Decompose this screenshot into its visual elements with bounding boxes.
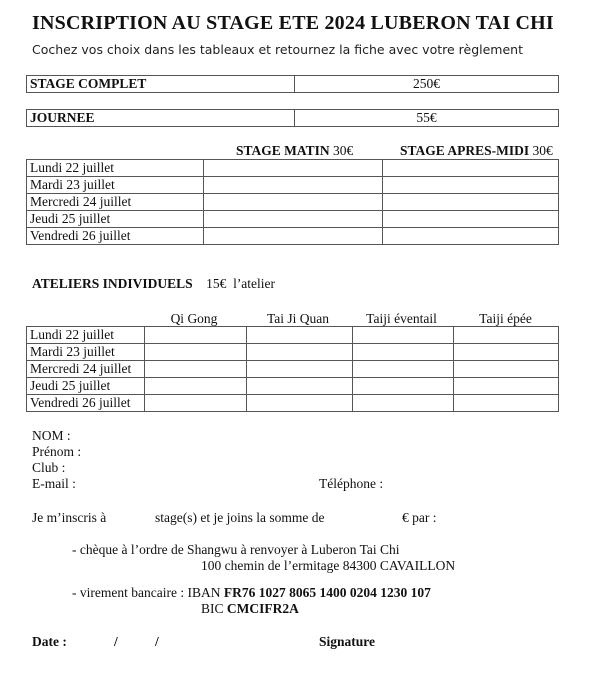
- apres-midi-checkbox-cell[interactable]: [383, 211, 559, 228]
- column-header-qi-gong: Qi Gong: [170, 311, 218, 326]
- stages-text: stage(s) et je joins la somme de: [155, 510, 325, 525]
- taiji-epee-checkbox-cell[interactable]: [454, 361, 559, 378]
- prenom-field-label[interactable]: Prénom :: [32, 444, 82, 459]
- apres-midi-checkbox-cell[interactable]: [383, 194, 559, 211]
- qi-gong-checkbox-cell[interactable]: [145, 344, 247, 361]
- taiji-eventail-checkbox-cell[interactable]: [353, 378, 454, 395]
- journee-label: JOURNEE: [27, 110, 295, 127]
- day-label: Mercredi 24 juillet: [27, 194, 204, 211]
- bic-prefix: BIC: [201, 601, 224, 616]
- stage-complet-label: STAGE COMPLET: [27, 76, 295, 93]
- date-slash-2: /: [155, 634, 159, 649]
- table-row: [27, 344, 559, 361]
- taiji-eventail-checkbox-cell[interactable]: [353, 395, 454, 412]
- taiji-eventail-checkbox-cell[interactable]: [353, 361, 454, 378]
- stage-complet-table: [26, 75, 559, 93]
- day-label: Lundi 22 juillet: [27, 327, 145, 344]
- stage-days-table: [26, 159, 559, 245]
- tai-ji-quan-checkbox-cell[interactable]: [247, 395, 353, 412]
- day-label: Jeudi 25 juillet: [27, 211, 204, 228]
- matin-checkbox-cell[interactable]: [204, 160, 383, 177]
- tai-ji-quan-checkbox-cell[interactable]: [247, 327, 353, 344]
- taiji-eventail-checkbox-cell[interactable]: [353, 344, 454, 361]
- tai-ji-quan-checkbox-cell[interactable]: [247, 378, 353, 395]
- stage-complet-price[interactable]: 250€: [295, 76, 559, 93]
- column-header-tai-ji-quan: Tai Ji Quan: [266, 311, 330, 326]
- iban-value: FR76 1027 8065 1400 0204 1230 107: [223, 585, 431, 600]
- taiji-epee-checkbox-cell[interactable]: [454, 378, 559, 395]
- day-label: Vendredi 26 juillet: [27, 395, 145, 412]
- apres-midi-checkbox-cell[interactable]: [383, 177, 559, 194]
- page-subtitle: Cochez vos choix dans les tableaux et retournez la fiche avec votre règlement: [32, 42, 523, 57]
- day-label: Mercredi 24 juillet: [27, 361, 145, 378]
- bic-line: [201, 601, 299, 617]
- apres-midi-checkbox-cell[interactable]: [383, 228, 559, 245]
- journee-price[interactable]: 55€: [295, 110, 559, 127]
- apres-midi-checkbox-cell[interactable]: [383, 160, 559, 177]
- column-header-taiji-epee: Taiji épée: [479, 311, 532, 326]
- matin-checkbox-cell[interactable]: [204, 211, 383, 228]
- ateliers-price: 15€ l’atelier: [206, 276, 276, 291]
- column-header-taiji-eventail: Taiji éventail: [366, 311, 437, 326]
- signature-label[interactable]: Signature: [319, 634, 376, 649]
- page-title: INSCRIPTION AU STAGE ETE 2024 LUBERON TAI CHI: [32, 12, 554, 34]
- club-field-label[interactable]: Club :: [32, 460, 66, 475]
- stage-matin-price: 30€: [333, 143, 354, 158]
- qi-gong-checkbox-cell[interactable]: [145, 395, 247, 412]
- table-row: [27, 395, 559, 412]
- table-row: [27, 361, 559, 378]
- bic-value: CMCIFR2A: [226, 601, 299, 616]
- qi-gong-checkbox-cell[interactable]: [145, 378, 247, 395]
- stage-apres-midi-header: [400, 143, 553, 159]
- ateliers-heading: ATELIERS INDIVIDUELS: [32, 276, 193, 291]
- matin-checkbox-cell[interactable]: [204, 228, 383, 245]
- taiji-eventail-checkbox-cell[interactable]: [353, 327, 454, 344]
- matin-checkbox-cell[interactable]: [204, 177, 383, 194]
- cheque-line-2: 100 chemin de l’ermitage 84300 CAVAILLON: [201, 558, 456, 573]
- stage-matin-label: STAGE MATIN: [236, 143, 330, 158]
- taiji-epee-checkbox-cell[interactable]: [454, 327, 559, 344]
- tai-ji-quan-checkbox-cell[interactable]: [247, 344, 353, 361]
- inscris-text: Je m’inscris à: [32, 510, 107, 525]
- email-field-label[interactable]: E-mail :: [32, 476, 76, 491]
- date-label[interactable]: Date :: [32, 634, 67, 649]
- journee-table: [26, 109, 559, 127]
- table-row: [27, 177, 559, 194]
- day-label: Vendredi 26 juillet: [27, 228, 204, 245]
- tai-ji-quan-checkbox-cell[interactable]: [247, 361, 353, 378]
- stage-apres-midi-label: STAGE APRES-MIDI: [400, 143, 530, 158]
- date-slash-1: /: [114, 634, 118, 649]
- day-label: Lundi 22 juillet: [27, 160, 204, 177]
- table-row: [27, 194, 559, 211]
- table-row: [27, 327, 559, 344]
- nom-field-label[interactable]: NOM :: [32, 428, 71, 443]
- ateliers-table: [26, 326, 559, 412]
- euro-par-text: € par :: [402, 510, 437, 525]
- matin-checkbox-cell[interactable]: [204, 194, 383, 211]
- telephone-field-label[interactable]: Téléphone :: [319, 476, 384, 491]
- taiji-epee-checkbox-cell[interactable]: [454, 344, 559, 361]
- day-label: Jeudi 25 juillet: [27, 378, 145, 395]
- virement-line: [72, 585, 431, 601]
- day-label: Mardi 23 juillet: [27, 344, 145, 361]
- table-row: [27, 228, 559, 245]
- table-row: [27, 211, 559, 228]
- stage-matin-header: [236, 143, 353, 159]
- virement-prefix: - virement bancaire : IBAN: [72, 585, 221, 600]
- taiji-epee-checkbox-cell[interactable]: [454, 395, 559, 412]
- qi-gong-checkbox-cell[interactable]: [145, 361, 247, 378]
- stage-apres-midi-price: 30€: [532, 143, 553, 158]
- qi-gong-checkbox-cell[interactable]: [145, 327, 247, 344]
- day-label: Mardi 23 juillet: [27, 177, 204, 194]
- table-row: [27, 378, 559, 395]
- cheque-line-1: - chèque à l’ordre de Shangwu à renvoyer à Luberon Tai Chi: [72, 542, 400, 557]
- ateliers-header: [32, 276, 275, 292]
- table-row: [27, 160, 559, 177]
